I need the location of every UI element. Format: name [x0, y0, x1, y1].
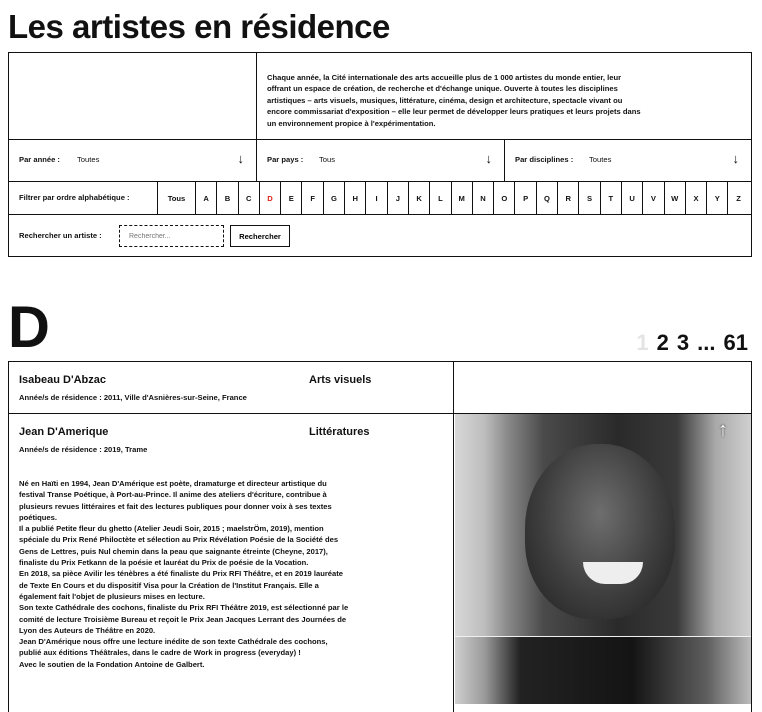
alphabet-item-z[interactable]: Z	[727, 182, 748, 214]
alphabet-item-c[interactable]: C	[238, 182, 259, 214]
year-select-label: Par année :	[19, 155, 60, 164]
artist-residence: Année/s de résidence : 2011, Ville d'Asnières-sur-Seine, France	[19, 393, 247, 402]
alphabet-item-b[interactable]: B	[216, 182, 237, 214]
artist-text-column	[9, 362, 454, 413]
pagination-page[interactable]: 61	[723, 330, 748, 355]
discipline-select[interactable]	[505, 140, 751, 181]
discipline-select-label: Par disciplines :	[515, 155, 574, 164]
arrow-down-icon: ↓	[485, 151, 492, 166]
filters-panel	[8, 52, 752, 257]
portrait-face	[525, 444, 675, 619]
alphabet-filter-label: Filtrer par ordre alphabétique :	[19, 193, 130, 202]
artist-list	[8, 361, 752, 712]
bio-paragraph: Il a publié Petite fleur du ghetto (Atelier Jeudi Soir, 2015 ; maelstrÖm, 2019), mention spéciale du Prix René Philoctète et sélection au Prix Révélation Poésie de la Société des Gens de Lettres, puis Nul chemin dans la peau que saignante étreinte (Cheyne, 2017), finaliste du Prix Fetkann de la poésie et lauréat du Prix de poésie de la Vocation.	[19, 524, 339, 568]
pagination-page[interactable]: 1	[636, 330, 649, 355]
artist-discipline: Littératures	[309, 426, 370, 438]
discipline-select-value: Toutes	[589, 155, 612, 164]
alphabet-item-i[interactable]: I	[365, 182, 386, 214]
artist-residence: Année/s de résidence : 2019, Trame	[19, 445, 148, 454]
alphabet-item-w[interactable]: W	[664, 182, 685, 214]
year-select-value: Toutes	[77, 155, 100, 164]
artist-name[interactable]: Isabeau D'Abzac	[19, 374, 106, 386]
alphabet-item-d[interactable]: D	[259, 182, 280, 214]
country-select-label: Par pays :	[267, 155, 304, 164]
pagination	[636, 330, 748, 356]
artist-entry[interactable]	[9, 362, 751, 414]
artist-bio	[19, 478, 349, 670]
alphabet-item-l[interactable]: L	[429, 182, 450, 214]
alphabet-item-h[interactable]: H	[344, 182, 365, 214]
alphabet-item-e[interactable]: E	[280, 182, 301, 214]
portrait-image-lower	[455, 637, 751, 704]
search-row	[9, 215, 751, 257]
search-button[interactable]: Rechercher	[230, 225, 290, 247]
alphabet-filter-row	[9, 182, 751, 215]
alphabet-item-a[interactable]: A	[195, 182, 216, 214]
pagination-page[interactable]: 3	[676, 330, 690, 355]
bio-paragraph: Né en Haïti en 1994, Jean D'Amérique est poète, dramaturge et directeur artistique du festival Transe Poétique, à Port-au-Prince. Il anime des ateliers d'écriture, contribue à plusieurs revues littéraires et fait des lectures publiques pour donner voix à ses textes poétiques.	[19, 479, 332, 522]
intro-left-cell	[9, 53, 257, 139]
alphabet-item-t[interactable]: T	[600, 182, 621, 214]
alphabet-item-p[interactable]: P	[514, 182, 535, 214]
alphabet-item-x[interactable]: X	[685, 182, 706, 214]
pagination-page[interactable]: 2	[656, 330, 669, 355]
artist-text-column	[9, 414, 454, 712]
artist-discipline: Arts visuels	[309, 374, 372, 386]
alphabet-item-m[interactable]: M	[451, 182, 472, 214]
alphabet-item-q[interactable]: Q	[536, 182, 557, 214]
bio-paragraph: Jean D'Amérique nous offre une lecture inédite de son texte Cathédrale des cochons, publié aux éditions Théâtrales, dans le cadre de Work in progress (everyday) !	[19, 637, 328, 658]
bio-paragraph: En 2018, sa pièce Avilir les ténèbres a été finaliste du Prix RFI Théâtre, et en 2019 lauréate de Texte En Cours et du dispositif Visa pour la Création de l'Institut Français. Elle a également fait l'objet de plusieurs mises en lecture.	[19, 569, 344, 601]
alphabet-item-v[interactable]: V	[642, 182, 663, 214]
alphabet-item-j[interactable]: J	[387, 182, 408, 214]
alphabet-item-r[interactable]: R	[557, 182, 578, 214]
alphabet-item-s[interactable]: S	[578, 182, 599, 214]
page-title: Les artistes en résidence	[8, 8, 390, 45]
alphabet-item-f[interactable]: F	[301, 182, 322, 214]
arrow-up-icon[interactable]: ↑	[718, 419, 728, 441]
artist-portrait	[455, 414, 751, 704]
alphabet-item-all[interactable]: Tous	[157, 182, 195, 214]
intro-text: Chaque année, la Cité internationale des arts accueille plus de 1 000 artistes du monde entier, leur offrant un espace de création, de recherche et d'échange unique. Ouverte à toutes les disciplines artistiques – arts visuels, musiques, littérature, cinéma, design et architecture, spectacle vivant ou encore commissariat d'exposition – elle leur permet de développer leurs pratiques et leurs projets dans un environnement propice à l'expérimentation.	[267, 73, 641, 128]
alphabet-item-g[interactable]: G	[323, 182, 344, 214]
alphabet-item-o[interactable]: O	[493, 182, 514, 214]
alphabet-item-k[interactable]: K	[408, 182, 429, 214]
alphabet-item-n[interactable]: N	[472, 182, 493, 214]
alphabet-item-y[interactable]: Y	[706, 182, 727, 214]
section-letter: D	[8, 295, 48, 360]
artist-name[interactable]: Jean D'Amerique	[19, 426, 109, 438]
artist-entry[interactable]	[9, 414, 751, 712]
alphabet-list	[157, 182, 749, 214]
country-select-value: Tous	[319, 155, 336, 164]
search-label: Rechercher un artiste :	[19, 231, 102, 240]
year-select[interactable]	[9, 140, 257, 181]
pagination-ellipsis: ...	[697, 330, 716, 355]
alphabet-item-u[interactable]: U	[621, 182, 642, 214]
arrow-down-icon: ↓	[237, 151, 244, 166]
bio-paragraph: Avec le soutien de la Fondation Antoine de Galbert.	[19, 659, 205, 669]
intro-row	[9, 53, 751, 140]
select-row	[9, 140, 751, 182]
search-input[interactable]	[119, 225, 224, 247]
bio-paragraph: Son texte Cathédrale des cochons, finaliste du Prix RFI Théâtre 2019, est sélectionné par le comité de lecture Troisième Bureau et reçoit le Prix Jean Jacques Lerrant des Journées de Lyon des Auteurs de Théâtre en 2020.	[19, 603, 349, 635]
country-select[interactable]	[257, 140, 505, 181]
arrow-down-icon: ↓	[732, 151, 739, 166]
